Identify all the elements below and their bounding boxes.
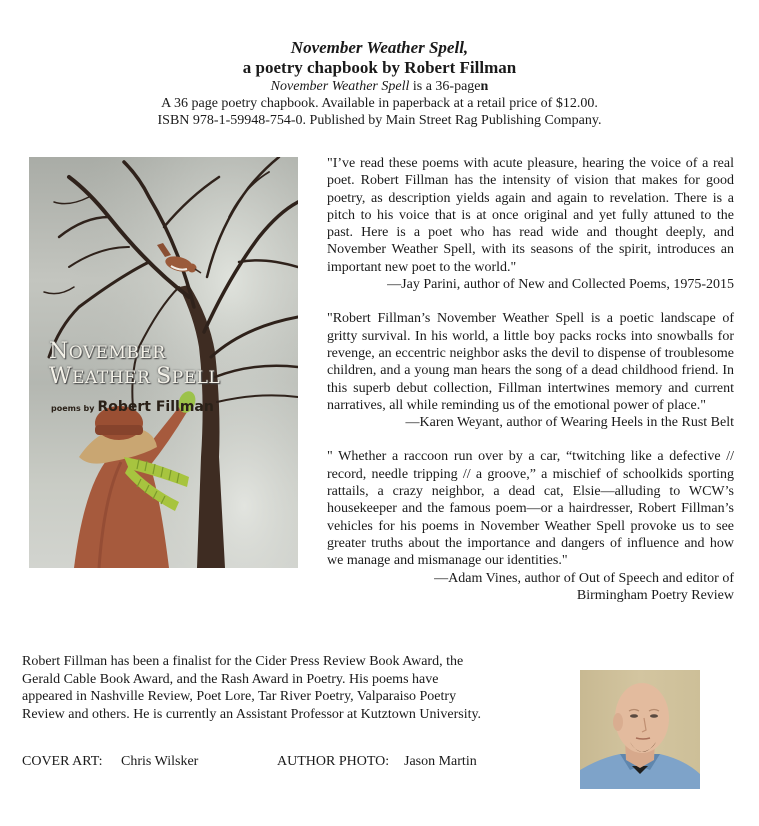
stray-character: n (480, 79, 489, 94)
blurb-text-vines: " Whether a raccoon run over by a car, “twitching like a defective // record, needle tripping // a groove,” a mischief of schoolkids sporting rattails, a crazy neighbor, a dead cat, Elsie—alluding to WCW’s housekeeper and the famous poem—or a hairdresser, Robert Fillman’s vehicles for his poems in November Weather Spell provoke us to see greater truths about the importance and dangers of influence and how we manage and mismanage our identities." (327, 449, 734, 569)
book-subtitle: a poetry chapbook by Robert Fillman (242, 58, 517, 77)
book-description-line (0, 78, 759, 95)
blurb-attribution-vines-line-1: —Adam Vines, author of Out of Speech and editor of (434, 570, 734, 586)
cover-art-name: Chris Wilsker (121, 754, 199, 769)
blurb-attribution-weyant: —Karen Weyant, author of Wearing Heels in the Rust Belt (405, 415, 734, 431)
cover-title-line-1: NOVEMBER (49, 339, 166, 364)
author-portrait (580, 670, 700, 789)
cover-author-name: Robert Fillman (97, 399, 214, 415)
price-info: A 36 page poetry chapbook. Available in paperback at a retail price of $12.00. (161, 96, 598, 111)
blurbs-column (327, 155, 734, 604)
book-title: November Weather Spell, (290, 38, 469, 57)
cover-art-label: COVER ART: (22, 754, 103, 769)
author-photo (580, 670, 700, 789)
book-description-text: is a 36-page (409, 79, 481, 94)
book-title-inline: November Weather Spell (270, 79, 410, 94)
blurb-text-parini: "I’ve read these poems with acute pleasure, hearing the voice of a real poet. Robert Fillman has the intensity of vision that makes for good poetry, as description yields again and again to revelation. There is a pitch to his voice that is at once original and yet fully attuned to the past. Here is a poet who has read wide and thought deeply, and November Weather Spell, with its seasons of the spirit, introduces an important new poet to the world." (327, 156, 734, 275)
cover-byline (51, 399, 214, 415)
spacer (327, 293, 734, 310)
author-bio: Robert Fillman has been a finalist for the Cider Press Review Book Award, the Gerald Cable Book Award, and the Rash Award in Poetry. His poems have appeared in Nashville Review, Poet Lore, Tar River Poetry, Valparaiso Poetry Review and others. He is currently an Assistant Professor at Kutztown University. (22, 654, 482, 722)
book-cover-image (29, 157, 298, 568)
blurb-attribution-vines-line-2: Birmingham Poetry Review (576, 587, 734, 603)
blurb-text-weyant: "Robert Fillman’s November Weather Spell is a poetic landscape of gritty survival. In his world, a little boy packs rocks into snowballs for revenge, an eccentric neighbor asks the devil to dispense of troublesome children, and a young man hears the song of a dead childhood friend. In this superb debut collection, Fillman intertwines memory and current narratives, all while reminding us of the emotional power of place." (327, 311, 734, 413)
blurb-attribution-parini: —Jay Parini, author of New and Collected Poems, 1975-2015 (387, 277, 734, 293)
author-photo-name: Jason Martin (404, 754, 477, 769)
cover-title-line-2: WEATHER SPELL (49, 364, 221, 389)
author-photo-label: AUTHOR PHOTO: (277, 754, 390, 769)
isbn-publisher-info: ISBN 978-1-59948-754-0. Published by Main Street Rag Publishing Company. (157, 113, 602, 128)
page-header (0, 38, 759, 129)
spacer (327, 431, 734, 448)
cover-byline-prefix: poems by (51, 404, 95, 413)
cover-title (49, 340, 220, 390)
